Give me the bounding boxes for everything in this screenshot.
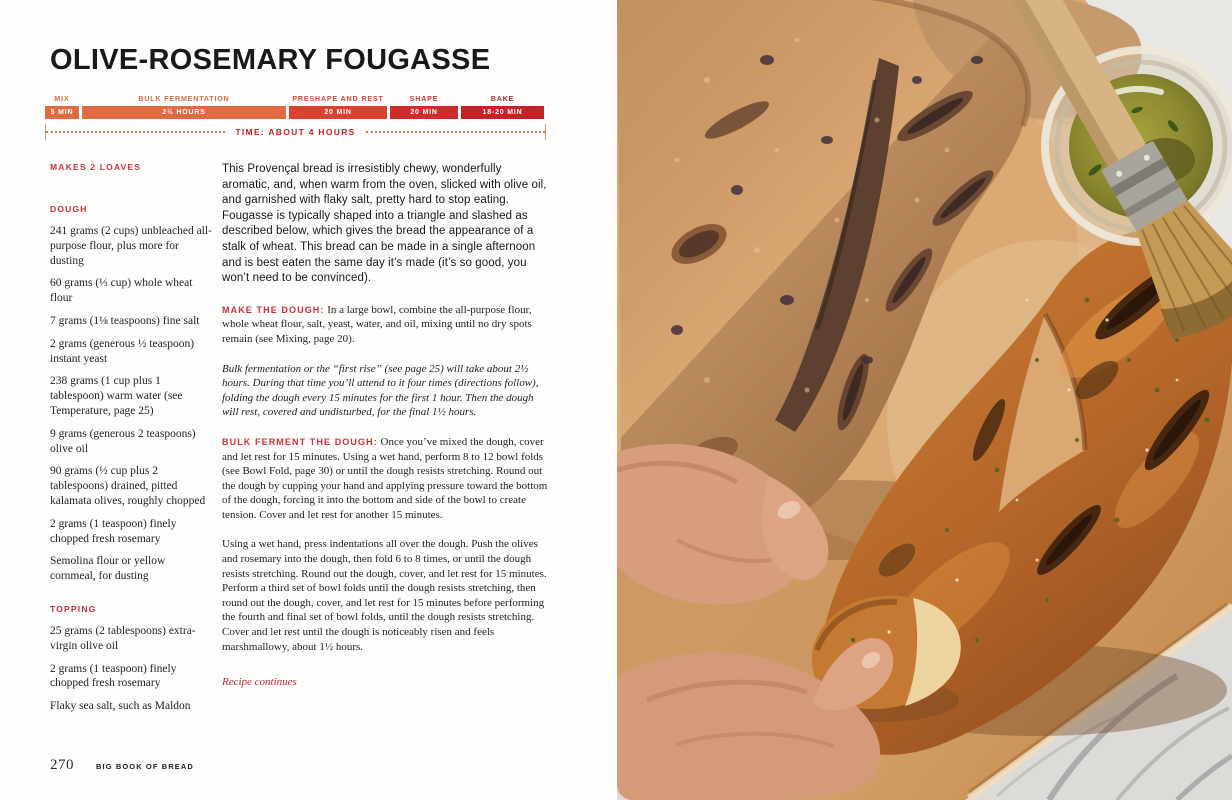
recipe-timeline	[45, 95, 546, 140]
ingredient-item: 9 grams (generous 2 teaspoons) olive oil	[50, 427, 196, 455]
step-fold-and-rest	[222, 537, 548, 654]
total-time-label: TIME: ABOUT 4 HOURS	[235, 127, 356, 137]
page-number: 270	[50, 757, 74, 773]
timeline-step-duration: 2½ HOURS	[82, 106, 286, 119]
ingredient-item: 90 grams (½ cup plus 2 tablespoons) drained, pitted kalamata olives, roughly chopped	[50, 465, 206, 507]
timeline-step-duration: 20 MIN	[390, 106, 458, 119]
topping-section	[50, 604, 212, 714]
timeline-step-label: SHAPE	[409, 96, 439, 103]
ingredient-item: 2 grams (1 teaspoon) finely chopped fresh rosemary	[50, 517, 177, 545]
ingredient-item: Flaky sea salt, such as Maldon	[50, 700, 191, 713]
timeline-step-label: BULK FERMENTATION	[138, 96, 230, 103]
step-text: Once you’ve mixed the dough, cover and let rest for 15 minutes. Using a wet hand, perform 8 to 12 bowl folds (see Bowl Fold, page 30) or until the dough resists stretching. Round out the dough by cupping your hand and applying pressure toward the bottom of the dough, forcing it into the bottom and side of the bowl to create tension. Cover and let rest for another 15 minutes.	[222, 435, 548, 521]
step-bulk-ferment-the-dough	[222, 435, 548, 523]
timeline-labels	[45, 95, 546, 104]
step-lead-label: MAKE THE DOUGH:	[222, 304, 325, 315]
book-title: BIG BOOK OF BREAD	[96, 762, 194, 771]
timeline-step-label: PRESHAPE AND REST	[292, 96, 384, 103]
topping-header: TOPPING	[50, 603, 97, 614]
step-text: In a large bowl, combine the all-purpose flour, whole wheat flour, salt, yeast, water, and oil, mixing until no dry spots remain (see Mixing, page 20).	[222, 303, 532, 345]
timeline-step-label: BAKE	[490, 96, 515, 103]
step-lead-label: BULK FERMENT THE DOUGH:	[222, 436, 378, 447]
timeline-step-duration: 18-20 MIN	[461, 106, 544, 119]
step-text: Bulk fermentation or the “first rise” (see page 25) will take about 2½ hours. During that time you’ll attend to it four times (directions follow), folding the dough every 15 minutes for the first 1 hour. Then the dough will rest, covered and undisturbed, for the final 1½ hours.	[222, 362, 539, 419]
step-make-the-dough	[222, 303, 548, 347]
ingredient-item: 238 grams (1 cup plus 1 tablespoon) warm water (see Temperature, page 25)	[50, 375, 183, 417]
dotted-leader	[46, 131, 225, 133]
dough-header: DOUGH	[50, 204, 88, 214]
timeline-step-label: MIX	[54, 96, 70, 103]
recipe-continues-note: Recipe continues	[222, 676, 297, 689]
ingredient-item: 60 grams (⅓ cup) whole wheat flour	[50, 277, 193, 305]
ingredient-item: 7 grams (1⅛ teaspoons) fine salt	[50, 314, 200, 327]
recipe-intro: This Provençal bread is irresistibly chewy, wonderfully aromatic, and, when warm from the oven, slicked with olive oil, and garnished with flaky salt, pretty hard to stop eating. Fougasse is typically shaped into a triangle and slashed as described below, which gives the bread the appearance of a stalk of wheat. This bread can be made in a single afternoon and is best eaten the same day it’s made (it’s so good, you won’t need to be convinced).	[222, 163, 547, 285]
timeline-bars	[45, 106, 546, 119]
fougasse-photo-illustration	[617, 0, 1232, 800]
recipe-photo	[617, 0, 1232, 800]
timeline-total	[45, 124, 546, 140]
step-text: Using a wet hand, press indentations all over the dough. Push the olives and rosemary into the dough, then fold 6 to 8 times, or until the dough resists stretching. Round out the dough, cover, and let rest for 15 minutes. Perform a third set of bowl folds until the dough resists stretching, then round out the dough, cover, and let rest for 15 minutes before performing the fourth and final set of bowl folds, until the dough resists stretching. Cover and let rest until the dough is noticeably risen and feels marshmallowy, about 1½ hours.	[222, 538, 547, 653]
page-footer	[50, 757, 194, 774]
ingredient-item: 2 grams (generous ½ teaspoon) instant yeast	[50, 337, 195, 365]
yield-label: MAKES 2 LOAVES	[50, 162, 142, 172]
ingredient-item: 2 grams (1 teaspoon) finely chopped fresh rosemary	[50, 662, 177, 690]
ingredient-item: 241 grams (2 cups) unbleached all-purpose flour, plus more for dusting	[50, 225, 212, 267]
timeline-step-duration: 5 MIN	[45, 106, 79, 119]
recipe-title: OLIVE-ROSEMARY FOUGASSE	[50, 44, 491, 76]
step-bulk-fermentation-note	[222, 362, 548, 420]
ingredient-item: Semolina flour or yellow cornmeal, for dusting	[50, 555, 166, 583]
instructions-column	[222, 162, 548, 688]
dotted-leader	[366, 131, 545, 133]
ingredients-column	[50, 162, 212, 722]
hand-lower	[617, 638, 893, 800]
timeline-step-duration: 20 MIN	[289, 106, 387, 119]
ingredient-item: 25 grams (2 tablespoons) extra-virgin olive oil	[50, 624, 196, 652]
